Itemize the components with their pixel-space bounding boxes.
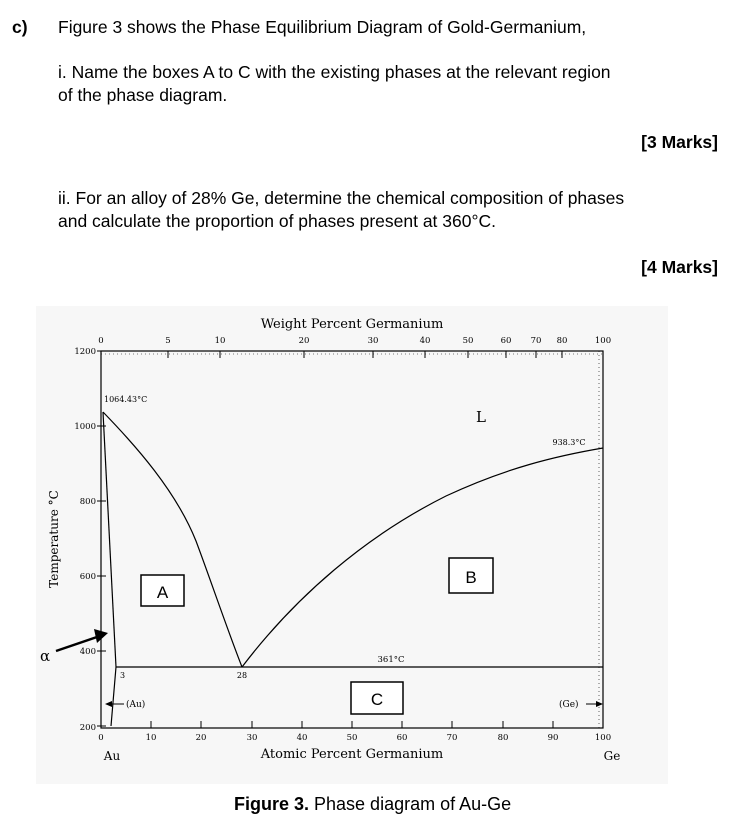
au-melting-label: 1064.43°C — [104, 395, 148, 404]
part-ii-line1: ii. For an alloy of 28% Ge, determine the chemical composition of phases — [58, 188, 625, 208]
eutectic-temp-label: 361°C — [377, 655, 405, 665]
top-tick-label: 70 — [530, 336, 542, 346]
bottom-tick-label: 100 — [594, 733, 612, 743]
top-tick-label: 30 — [367, 336, 379, 346]
bottom-tick-label: 0 — [98, 733, 104, 743]
top-tick-label: 40 — [419, 336, 431, 346]
bottom-tick-label: 20 — [195, 733, 207, 743]
part-i-line1: i. Name the boxes A to C with the existing phases at the relevant region — [58, 62, 611, 82]
bottom-tick-label: 30 — [246, 733, 258, 743]
bottom-tick-label: 80 — [497, 733, 509, 743]
top-tick-label: 0 — [98, 336, 104, 346]
ge-melting-label: 938.3°C — [552, 438, 586, 447]
figure-caption — [234, 794, 511, 815]
left-tick-label: 200 — [79, 723, 96, 733]
au-solubility-label: 3 — [120, 671, 126, 680]
top-axis-title: Weight Percent Germanium — [260, 317, 444, 332]
figure-caption-text: Phase diagram of Au-Ge — [309, 794, 512, 814]
bottom-tick-label: 50 — [346, 733, 358, 743]
top-tick-label: 5 — [165, 336, 171, 346]
top-tick-label: 50 — [462, 336, 474, 346]
top-tick-label: 100 — [594, 336, 612, 346]
liquid-label: L — [476, 408, 486, 426]
element-ge: Ge — [603, 749, 621, 763]
box-c-label: C — [370, 690, 384, 709]
element-au: Au — [103, 749, 121, 763]
eutectic-comp-label: 28 — [236, 671, 248, 680]
question-label: c) — [12, 17, 28, 37]
bottom-tick-label: 40 — [296, 733, 308, 743]
ge-phase-label: (Ge) — [559, 700, 579, 710]
left-tick-label: 1200 — [74, 347, 96, 357]
y-axis-title: Temperature °C — [47, 490, 61, 588]
top-tick-label: 60 — [500, 336, 512, 346]
top-tick-label: 10 — [214, 336, 226, 346]
au-phase-label: (Au) — [126, 700, 146, 710]
top-tick-label: 80 — [556, 336, 568, 346]
left-tick-label: 600 — [79, 572, 96, 582]
part-i-line2: of the phase diagram. — [58, 85, 228, 105]
part-i-marks: [3 Marks] — [641, 132, 718, 152]
left-tick-label: 1000 — [74, 422, 96, 432]
bottom-tick-label: 10 — [145, 733, 157, 743]
box-b-label: B — [465, 568, 477, 587]
left-tick-label: 800 — [79, 497, 96, 507]
bottom-tick-label: 90 — [547, 733, 559, 743]
bottom-tick-label: 60 — [396, 733, 408, 743]
bottom-tick-label: 70 — [446, 733, 458, 743]
left-tick-label: 400 — [79, 647, 96, 657]
alpha-label: α — [40, 647, 51, 665]
bottom-axis-title: Atomic Percent Germanium — [260, 747, 444, 762]
phase-diagram — [36, 306, 668, 784]
part-ii-line2: and calculate the proportion of phases present at 360°C. — [58, 211, 496, 231]
part-ii-marks: [4 Marks] — [641, 257, 718, 277]
top-tick-label: 20 — [298, 336, 310, 346]
box-a-label: A — [156, 583, 169, 602]
question-intro: Figure 3 shows the Phase Equilibrium Diagram of Gold-Germanium, — [58, 17, 587, 37]
figure-caption-label: Figure 3. — [234, 794, 310, 814]
